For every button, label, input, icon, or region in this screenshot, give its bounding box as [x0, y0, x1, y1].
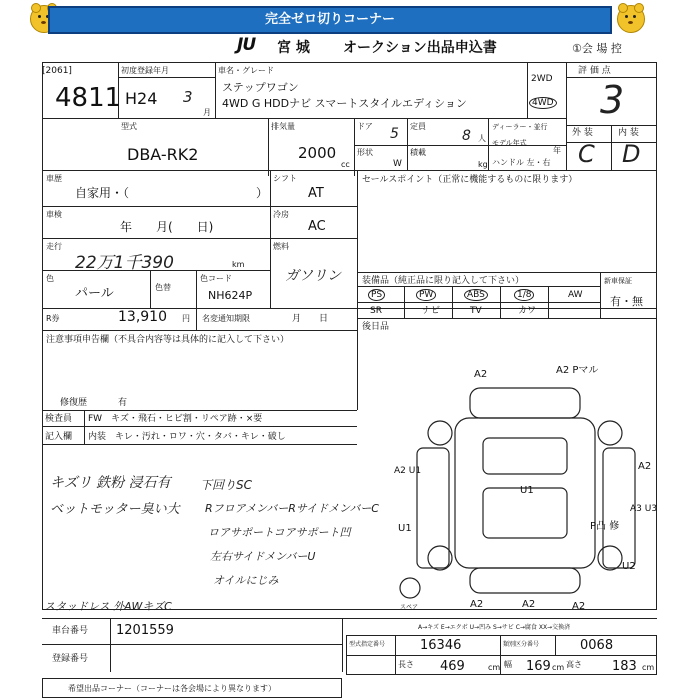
- spare-label: スペア: [400, 604, 419, 611]
- handle-label: ハンドル 左・右: [492, 158, 551, 167]
- inspector-label: 検査員: [45, 414, 73, 424]
- frame-label: 車台番号: [52, 626, 89, 636]
- width-value: 169: [526, 659, 551, 674]
- equip-airbag: 1/8: [514, 289, 534, 301]
- note-line-4: RフロアメンバーRサイドメンバーC: [205, 502, 379, 515]
- shift-value: AT: [308, 186, 324, 201]
- equipment-label: 装備品（純正品に限り記入して下さい）: [362, 276, 525, 286]
- equip-ps: PS: [368, 289, 385, 301]
- note-line-2: ベットモッター臭い大: [50, 502, 180, 517]
- height-value: 183: [612, 659, 637, 674]
- class-value: 0068: [580, 638, 614, 653]
- mark-bottom-left: A2: [470, 599, 484, 610]
- model-year-unit: 年: [553, 146, 561, 155]
- banner-title: 完全ゼロ切りコーナー: [48, 6, 612, 34]
- color-value: パール: [75, 286, 114, 301]
- shape-label: 形状: [357, 148, 373, 157]
- notice-label: 名変通知期限: [202, 314, 250, 323]
- mark-right-mid2: P凸 修: [590, 521, 620, 532]
- first-reg-year: H24: [125, 89, 158, 108]
- color-label: 色: [46, 274, 54, 283]
- displacement-value: 2000: [298, 144, 337, 162]
- mark-left-lower: U1: [398, 523, 412, 534]
- damage-legend: A→キズ E→エクボ U→凹み S→サビ C→腐食 XX→交換済: [418, 624, 571, 631]
- r-label: R券: [46, 314, 60, 323]
- history-close: ）: [256, 186, 269, 200]
- color-swap-label: 色替: [155, 283, 171, 292]
- width-unit: cm: [552, 663, 565, 672]
- equip-aw: AW: [568, 290, 583, 300]
- shape-value: W: [393, 159, 402, 169]
- entry-items: 内装 キレ・汚れ・ロワ・穴・タバ・キレ・破し: [88, 432, 286, 442]
- first-reg-label: 初度登録年月: [121, 66, 169, 75]
- displacement-unit: cc: [341, 160, 350, 169]
- mark-right-upper: A2: [638, 461, 652, 472]
- mark-bottom-right: A2: [572, 601, 586, 612]
- reg-label: 登録番号: [52, 654, 89, 664]
- height-unit: cm: [642, 663, 655, 672]
- exterior-grade: C: [578, 140, 595, 168]
- lot-number: 4811: [55, 83, 122, 113]
- mark-right-mid: A3 U3: [630, 504, 658, 514]
- length-label: 長さ: [398, 660, 414, 669]
- inspection-label: 車検: [46, 210, 62, 219]
- inspection-value: 年 月( 日): [120, 220, 214, 234]
- history-label: 車歴: [46, 174, 62, 183]
- wish-corner-label: 希望出品コーナー（コーナーは各会場により異なります）: [68, 684, 276, 693]
- repair-value: 有: [118, 398, 128, 408]
- car-name: ステップワゴン: [222, 81, 299, 94]
- model-cert-label: 型式指定番号: [349, 641, 386, 648]
- load-label: 積載: [410, 148, 426, 157]
- mileage-label: 走行: [46, 242, 62, 251]
- repair-label: 修復歴: [60, 398, 88, 408]
- ju-logo: JU: [237, 35, 256, 55]
- score-label: 評 価 点: [578, 66, 611, 76]
- capacity-unit: 人: [478, 134, 486, 143]
- org-name: 宮 城: [277, 40, 310, 56]
- type-label: 型式: [121, 122, 137, 131]
- fuel-value: ガソリン: [285, 268, 341, 284]
- history-value: 自家用・（: [75, 186, 130, 200]
- mark-top-left: A2: [474, 369, 488, 380]
- r-unit: 円: [182, 314, 190, 323]
- score-value: 3: [600, 78, 625, 122]
- seat-label: ①会 場 控: [572, 42, 622, 55]
- capacity-label: 定員: [410, 122, 426, 131]
- height-label: 高さ: [566, 660, 582, 669]
- equip-sr: SR: [370, 306, 382, 316]
- drive-4wd: 4WD: [529, 97, 557, 109]
- capacity-value: 8: [462, 128, 471, 144]
- fuel-label: 燃料: [273, 242, 289, 251]
- color-code-value: NH624P: [208, 289, 253, 302]
- shift-label: シフト: [273, 174, 297, 183]
- inspector-items: FW キズ・飛石・ヒビ割・リペア跡・×要: [88, 414, 263, 424]
- load-unit: kg: [478, 160, 488, 169]
- door-label: ドア: [357, 122, 373, 131]
- form-title: オークション出品申込書: [343, 40, 497, 56]
- first-reg-month: 3: [183, 88, 193, 106]
- car-grade: 4WD G HDDナビ スマートスタイルエディション: [222, 97, 467, 110]
- model-cert-value: 16346: [420, 638, 462, 653]
- notes-label: 注意事項申告欄（不具合内容等は具体的に記入して下さい）: [46, 335, 290, 345]
- new-car-label: 新車保証: [604, 277, 632, 285]
- model-year-label: モデル年式: [492, 139, 527, 147]
- length-unit: cm: [488, 663, 501, 672]
- note-line-6: 左右サイドメンバーU: [210, 550, 316, 563]
- mark-right-lower: U2: [622, 561, 636, 572]
- equip-navi: ナビ: [422, 306, 441, 316]
- mark-center: U1: [520, 485, 534, 496]
- note-line-7: オイルにじみ: [213, 574, 279, 587]
- mileage-unit: km: [232, 260, 245, 269]
- mileage-value: 22万1千390: [75, 253, 174, 273]
- equip-abs: ABS: [464, 289, 488, 301]
- lot-code: [2061]: [42, 66, 72, 76]
- equip-leather: カワ: [518, 306, 537, 316]
- month-unit: 月: [203, 108, 211, 117]
- car-name-label: 車名・グレード: [218, 66, 274, 75]
- width-label: 幅: [504, 660, 512, 669]
- equip-pw: PW: [416, 289, 436, 301]
- interior-grade: D: [622, 140, 641, 168]
- drive-2wd: 2WD: [531, 74, 553, 84]
- mark-left-upper: A2 U1: [394, 466, 422, 476]
- note-line-3: 下回りSC: [200, 478, 252, 492]
- type-value: DBA-RK2: [127, 145, 199, 164]
- later-items-label: 後日品: [362, 322, 390, 332]
- ac-label: 冷房: [273, 210, 289, 219]
- color-code-label: 色コード: [200, 274, 232, 283]
- length-value: 469: [440, 659, 465, 674]
- interior-label: 内 装: [618, 128, 639, 138]
- mark-bottom-mid: A2: [522, 599, 536, 610]
- mascot-right-icon: [617, 5, 645, 33]
- ac-value: AC: [308, 219, 326, 234]
- exterior-label: 外 装: [572, 128, 593, 138]
- door-value: 5: [390, 126, 399, 142]
- note-line-1: キズリ 鉄粉 浸石有: [50, 475, 171, 491]
- sales-point-label: セールスポイント（正常に機能するものに限ります）: [362, 175, 578, 185]
- class-label: 類別区分番号: [503, 641, 540, 648]
- note-line-5: ロアサポートコアサポート凹: [208, 526, 351, 539]
- mark-top-right: A2 Pマル: [556, 365, 599, 376]
- note-line-8: スタッドレス 外AWキズC: [44, 600, 172, 613]
- new-car-value: 有・無: [610, 295, 643, 308]
- notice-value: 月 日: [292, 314, 329, 324]
- frame-value: 1201559: [116, 623, 174, 638]
- r-value: 13,910: [118, 309, 167, 325]
- equip-tv: TV: [470, 306, 482, 316]
- entry-label: 記入欄: [45, 432, 73, 442]
- dealer-label: ディーラー・並行: [492, 123, 548, 131]
- displacement-label: 排気量: [271, 122, 295, 131]
